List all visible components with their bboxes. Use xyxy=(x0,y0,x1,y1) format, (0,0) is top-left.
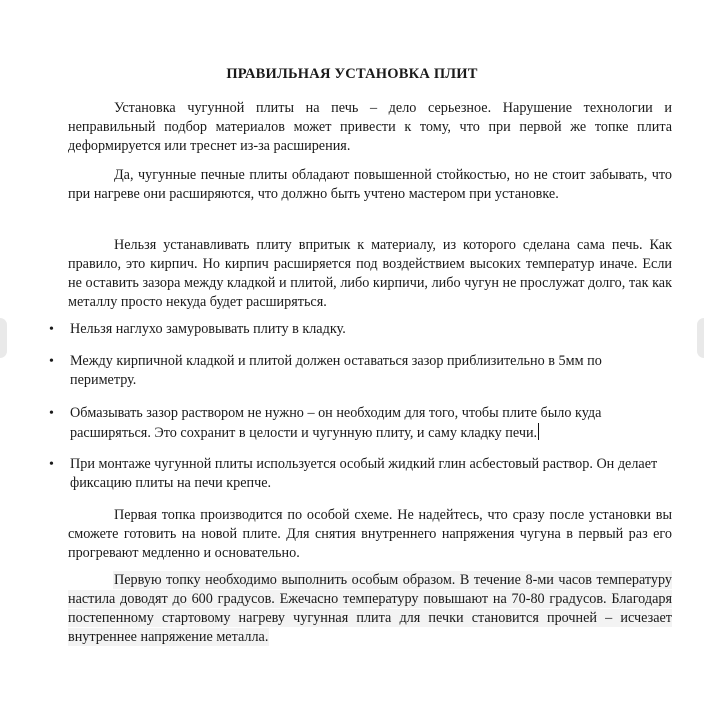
paragraph-5[interactable] xyxy=(68,506,672,563)
paragraph-2[interactable] xyxy=(68,166,672,204)
paragraph-6-text: Первую топку необходимо выполнить особым образом. В течение 8-ми часов температуру настила доводят до 600 градусов. Ежечасно температуру повышают на 70-80 градусов. Благодаря постепенному стартовому нагреву чугунная плита для печки становится прочней – исчезает внутреннее напряжение металла. xyxy=(68,572,672,645)
paragraph-2-text: Да, чугунные печные плиты обладают повышенной стойкостью, но не стоит забывать, что при нагреве они расширяются, что должно быть учтено мастером при установке. xyxy=(68,167,672,202)
bullet-item-2-text: Между кирпичной кладкой и плитой должен оставаться зазор приблизительно в 5мм по периметру. xyxy=(70,353,602,388)
bullet-icon: • xyxy=(49,406,54,421)
right-edge-handle[interactable] xyxy=(697,318,704,358)
left-edge-handle[interactable] xyxy=(0,318,7,358)
paragraph-3[interactable] xyxy=(68,236,672,312)
paragraph-5-text: Первая топка производится по особой схеме. Не надейтесь, что сразу после установки вы сможете готовить на новой плите. Для снятия внутреннего напряжения чугуна в первый раз его прогревают медленно и основательно. xyxy=(68,507,672,561)
paragraph-1-text: Установка чугунной плиты на печь – дело серьезное. Нарушение технологии и неправильный подбор материалов может привести к тому, что при первой же топке плита деформируется или треснет из-за расширения. xyxy=(68,100,672,154)
bullet-item-1-text: Нельзя наглухо замуровывать плиту в кладку. xyxy=(70,321,346,337)
bullet-icon: • xyxy=(49,322,54,337)
text-cursor xyxy=(538,423,539,440)
paragraph-6[interactable] xyxy=(68,571,672,647)
paragraph-3-text: Нельзя устанавливать плиту впритык к материалу, из которого сделана сама печь. Как правило, это кирпич. Но кирпич расширяется под воздействием высоких температур иначе. Если не оставить зазора между кладкой и плитой, либо кирпичи, либо чугун не прослужат долго, так как металлу просто некуда будет расширяться. xyxy=(68,237,672,310)
document-title: ПРАВИЛЬНАЯ УСТАНОВКА ПЛИТ xyxy=(226,66,478,82)
bullet-item-3-text: Обмазывать зазор раствором не нужно – он необходим для того, чтобы плите было куда расширяться. Это сохранит в целости и чугунную плиту, и саму кладку печи. xyxy=(70,405,602,441)
bullet-icon: • xyxy=(49,457,54,472)
paragraph-1[interactable] xyxy=(68,99,672,156)
bullet-item-3-container xyxy=(70,404,670,443)
bullet-icon: • xyxy=(49,354,54,369)
bullet-item-4-text: При монтаже чугунной плиты используется особый жидкий глин асбестовый раствор. Он делает фиксацию плиты на печи крепче. xyxy=(70,456,658,491)
